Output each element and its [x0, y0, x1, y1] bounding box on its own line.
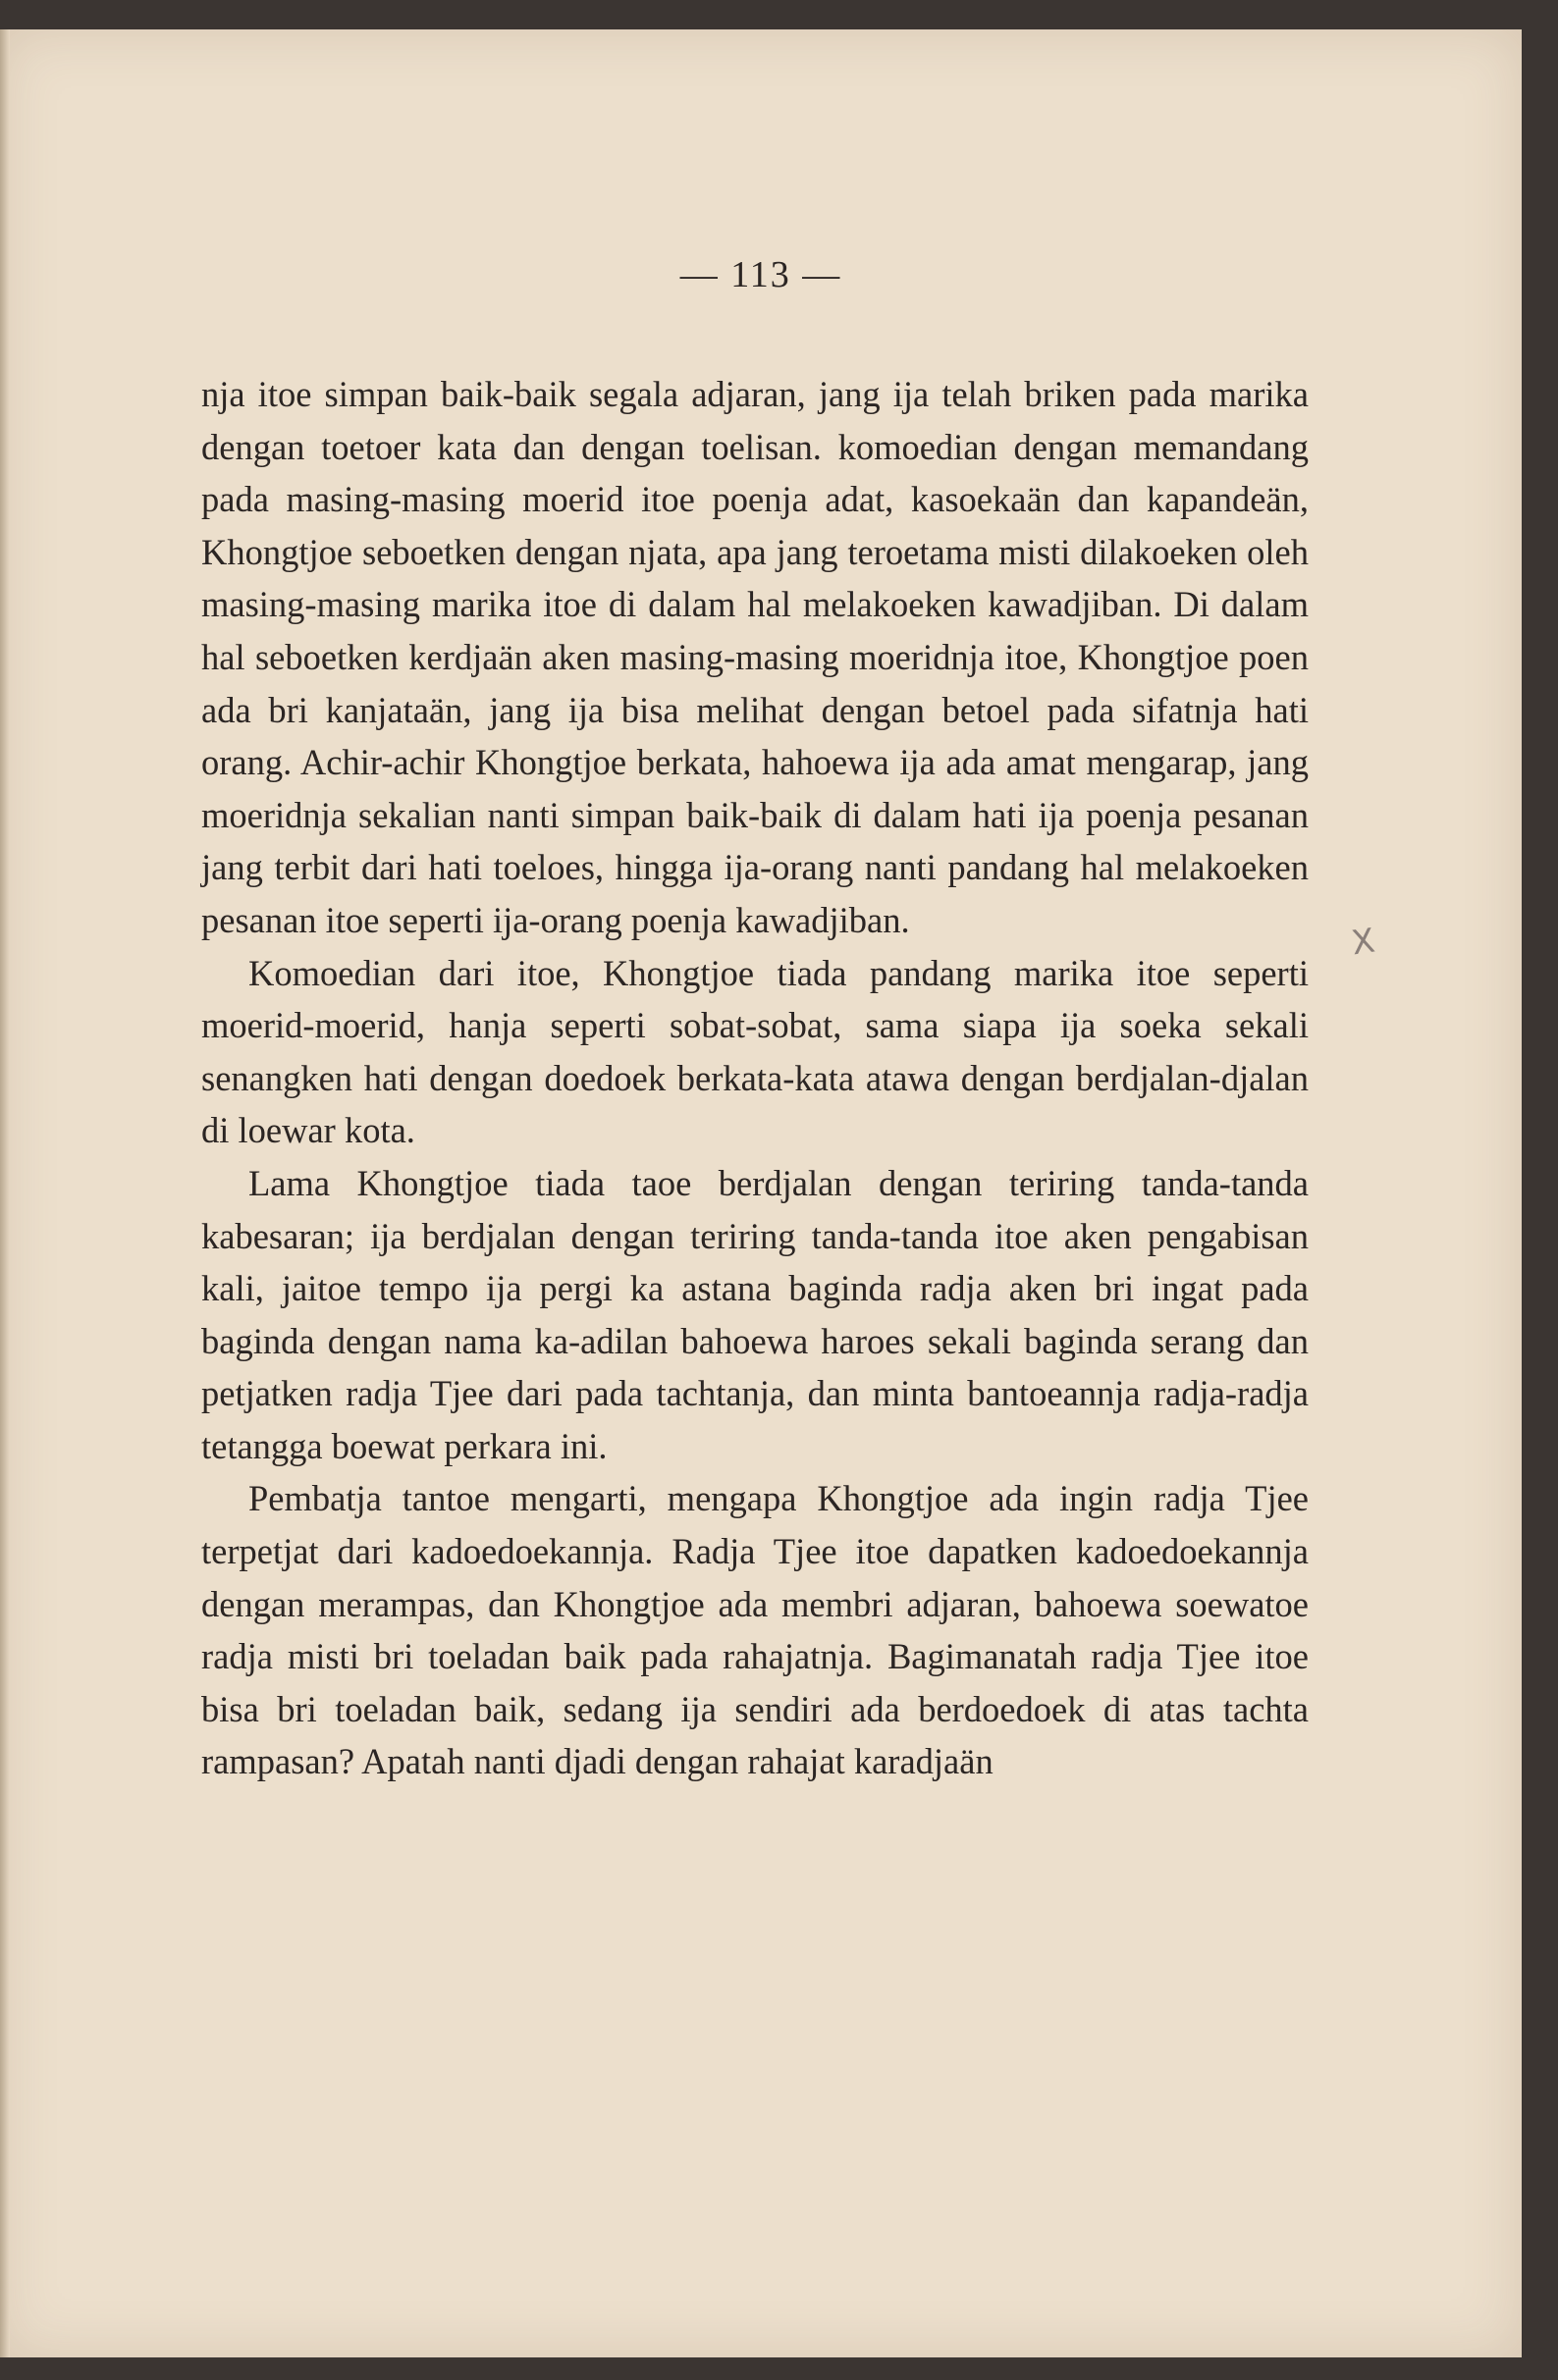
- paragraph-3: Lama Khongtjoe tiada taoe berdjalan dengan teriring tanda-tanda kabesaran; ija berdjalan dengan teriring tanda-tanda itoe aken pengabisan kali, jaitoe tempo ija pergi ka astana baginda radja aken bri ingat pada baginda dengan nama ka-adilan bahoewa haroes sekali baginda serang dan petjatken radja Tjee dari pada tachtanja, dan minta bantoeannja radja-radja tetangga boewat perkara ini.: [201, 1162, 1309, 1466]
- paragraph-4: Pembatja tantoe mengarti, mengapa Khongtjoe ada ingin radja Tjee terpetjat dari kadoedoekannja. Radja Tjee itoe dapatken kadoedoekannja dengan merampas, dan Khongtjoe ada membri adjaran, bahoewa soewatoe radja misti bri toeladan baik pada rahajatnja. Bagimanatah radja Tjee itoe bisa bri toeladan baik, sedang ija sendiri ada berdoedoek di atas tachta rampasan? Apatah nanti djadi dengan rahajat karadjaän: [201, 1478, 1309, 1782]
- paragraph-2: Komoedian dari itoe, Khongtjoe tiada pandang marika itoe seperti moerid-moerid, hanja seperti sobat-sobat, sama siapa ija soeka sekali senangken hati dengan doedoek berkata-kata atawa dengan berdjalan-djalan di loewar kota.: [201, 952, 1309, 1151]
- page-edge: [0, 29, 10, 2357]
- book-page: [0, 29, 1522, 2357]
- page-number: — 113 —: [679, 254, 842, 295]
- body-text: [201, 368, 1309, 1788]
- paragraph-1: nja itoe simpan baik-baik segala adjaran, jang ija telah briken pada marika dengan toetoer kata dan dengan toelisan. komoedian dengan memandang pada masing-masing moerid itoe poenja adat, kasoekaän dan kapandeän, Khongtjoe seboetken dengan njata, apa jang teroetama misti dilakoeken oleh masing-masing marika itoe di dalam hal melakoeken kawadjiban. Di dalam hal seboetken kerdjaän aken masing-masing moeridnja itoe, Khongtjoe poen ada bri kanjataän, jang ija bisa melihat dengan betoel pada sifatnja hati orang. Achir-achir Khongtjoe berkata, hahoewa ija ada amat mengarap, jang moeridnja sekalian nanti simpan baik-baik di dalam hati ija poenja pesanan jang terbit dari hati toeloes, hingga ija-orang nanti pandang hal melakoeken pesanan itoe seperti ija-orang poenja kawadjiban.: [201, 374, 1309, 940]
- margin-pencil-mark: X: [1349, 921, 1377, 964]
